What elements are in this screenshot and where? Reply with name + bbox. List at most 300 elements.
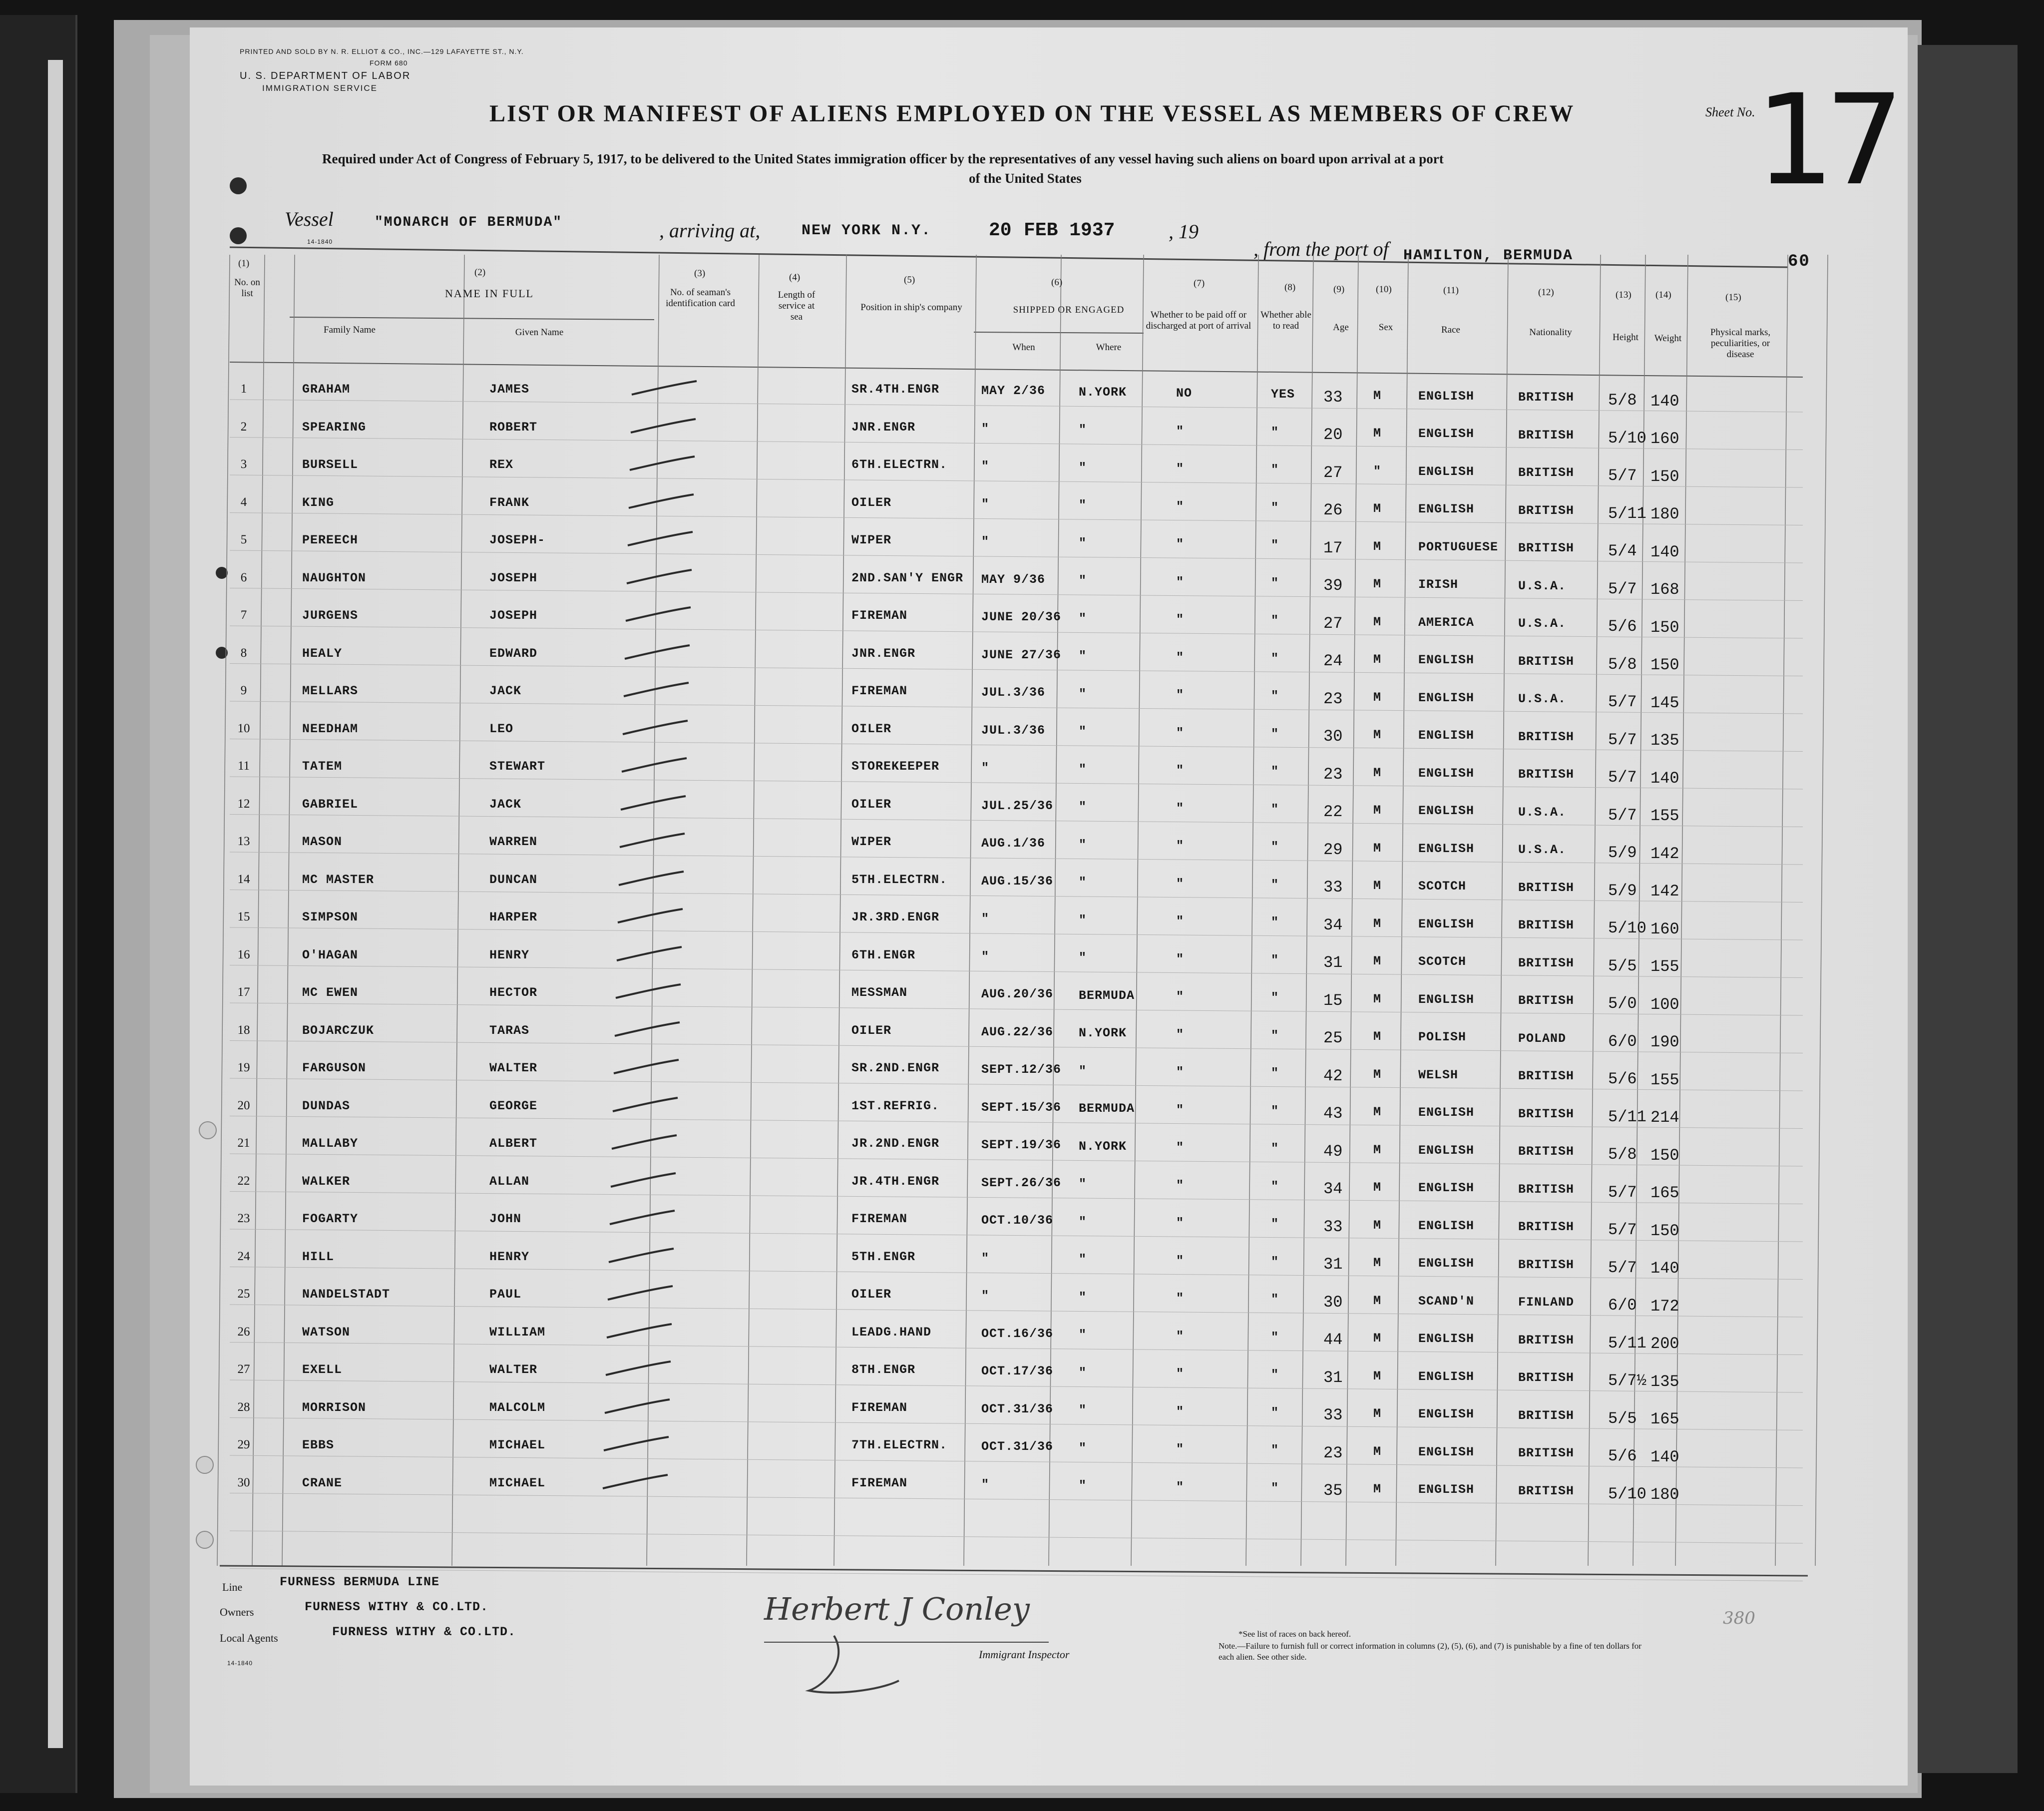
small-code: 14-1840 [307,238,333,245]
col7-header: Whether to be paid off or discharged at port of arrival [1146,310,1251,331]
given-name: WARREN [489,835,538,849]
height: 5/6 [1608,1447,1637,1466]
race: ENGLISH [1418,1369,1475,1384]
family-name: HILL [302,1249,335,1264]
weight: 135 [1650,1372,1679,1391]
crew-count: 60 [1788,252,1810,271]
given-name: JOSEPH- [489,533,546,547]
position: OILER [851,495,892,510]
height: 5/10 [1608,1484,1646,1503]
race: ENGLISH [1418,1407,1475,1422]
line-label: Line [222,1581,243,1593]
able-to-read: " [1271,1292,1279,1307]
col15-number: (15) [1725,292,1741,303]
family-name: NAUGHTON [302,570,367,585]
shipped-where: " [1079,686,1087,701]
paid-off: " [1176,424,1185,439]
sex: M [1373,1180,1382,1195]
shipped-where: " [1079,460,1087,475]
shipped-where: " [1079,1440,1087,1455]
id-card-check-mark [608,1172,678,1192]
sex: M [1373,1444,1382,1459]
shipped-where: BERMUDA [1079,988,1135,1003]
col14-number: (14) [1655,290,1671,300]
arrival-day: 20 [989,220,1012,241]
shipped-where: N.YORK [1079,1139,1127,1154]
paid-off: " [1176,537,1185,552]
able-to-read: " [1271,1443,1279,1458]
paid-off: " [1176,763,1185,778]
height: 5/6 [1608,617,1637,636]
vessel-name: "MONARCH OF BERMUDA" [375,215,563,230]
nationality: BRITISH [1518,993,1575,1008]
race: PORTUGUESE [1418,539,1499,554]
sheet-label: Sheet No. [1705,105,1755,119]
col8-header: Whether able to read [1260,310,1311,331]
col14-header: Weight [1654,333,1682,344]
id-card-check-mark [617,832,687,852]
able-to-read: " [1271,1066,1279,1081]
sex: M [1373,388,1382,403]
given-name: JOSEPH [489,570,538,585]
from-port: HAMILTON, BERMUDA [1403,247,1574,264]
right-dark-band [1918,45,2018,1773]
row-number: 26 [237,1325,250,1339]
weight: 140 [1650,392,1679,411]
row-number: 29 [237,1438,250,1451]
position: WIPER [851,533,892,548]
position: 8TH.ENGR [851,1362,916,1377]
id-card-check-mark [618,795,688,815]
given-name: HECTOR [489,985,538,1000]
position: JR.3RD.ENGR [851,910,940,925]
row-number: 7 [240,608,247,622]
able-to-read: " [1271,1103,1279,1118]
page-title: LIST OR MANIFEST OF ALIENS EMPLOYED ON THE VESSEL AS MEMBERS OF CREW [489,100,1575,127]
shipped-when: JUNE 20/36 [981,610,1062,625]
paid-off: " [1176,1216,1185,1231]
weight: 160 [1650,430,1679,448]
race: ENGLISH [1418,841,1475,856]
sex: M [1373,539,1382,554]
position: FIREMAN [851,608,908,623]
shipped-when: " [981,1251,990,1266]
line-value: FURNESS BERMUDA LINE [280,1575,440,1589]
position: JNR.ENGR [851,646,916,661]
position: 7TH.ELECTRN. [851,1438,948,1453]
age: 27 [1323,614,1343,633]
position: 5TH.ELECTRN. [851,872,948,887]
given-name: DUNCAN [489,872,538,887]
row-number: 6 [240,570,247,584]
paid-off: " [1176,951,1185,966]
weight: 155 [1650,1070,1679,1089]
family-name: WALKER [302,1174,351,1189]
race: ENGLISH [1418,804,1475,819]
manifest-page [190,27,1908,1786]
row-number: 11 [237,759,250,773]
family-name: MELLARS [302,684,359,698]
shipped-where: " [1079,1328,1087,1343]
height: 6/0 [1608,1032,1637,1051]
height: 5/7 [1608,693,1637,712]
position: 6TH.ENGR [851,947,916,962]
paid-off: " [1176,801,1185,816]
position: LEADG.HAND [851,1325,932,1340]
weight: 150 [1650,467,1679,486]
race: ENGLISH [1418,1181,1475,1196]
position: MESSMAN [851,985,908,1000]
given-name: PAUL [489,1287,522,1302]
family-name: BOJARCZUK [302,1023,375,1038]
inspector-signature: Herbert J Conley [764,1591,1030,1627]
family-name: MC EWEN [302,985,359,1000]
height: 6/0 [1608,1296,1637,1315]
shipped-where: " [1079,1403,1087,1418]
paid-off: " [1176,1102,1185,1117]
row-number: 10 [237,721,250,735]
id-card-check-mark [626,493,696,513]
age: 30 [1323,1293,1343,1312]
weight: 150 [1650,618,1679,637]
nationality: BRITISH [1518,1106,1575,1121]
col5-header: Position in ship's company [860,302,962,313]
nationality: BRITISH [1518,1257,1575,1272]
col1-number: (1) [238,258,250,269]
weight: 140 [1650,1447,1679,1466]
sex: M [1373,728,1382,743]
weight: 142 [1650,844,1679,863]
shipped-when: AUG.20/36 [981,987,1054,1002]
weight: 180 [1650,505,1679,523]
age: 22 [1323,803,1343,822]
shipped-where: N.YORK [1079,1026,1127,1041]
shipped-when: SEPT.26/36 [981,1175,1062,1190]
able-to-read: " [1271,1480,1279,1495]
able-to-read: " [1271,952,1279,967]
family-name: SIMPSON [302,910,359,924]
sex: M [1373,1218,1382,1233]
sex: M [1373,991,1382,1006]
shipped-when: " [981,949,990,964]
paid-off: " [1176,1329,1185,1344]
row-number: 17 [237,985,250,999]
race: ENGLISH [1418,1143,1475,1158]
sex: " [1373,463,1382,478]
department-name: U. S. DEPARTMENT OF LABOR [240,70,411,81]
id-card-check-mark [621,681,691,701]
weight: 172 [1650,1297,1679,1316]
family-name: PEREECH [302,533,359,547]
sex: M [1373,1029,1382,1044]
shipped-when: " [981,459,990,474]
nationality: BRITISH [1518,541,1575,556]
row-number: 23 [237,1212,250,1225]
paid-off: " [1176,574,1185,589]
id-card-check-mark [605,1285,675,1305]
col12-header: Nationality [1529,327,1572,338]
height: 5/10 [1608,429,1646,448]
position: 6TH.ELECTRN. [851,457,948,472]
sex: M [1373,1067,1382,1082]
row-number: 21 [237,1136,250,1150]
weight: 150 [1650,656,1679,674]
family-name: NEEDHAM [302,721,359,736]
race: ENGLISH [1418,1482,1475,1497]
paid-off: " [1176,1027,1185,1042]
height: 5/5 [1608,956,1637,975]
height: 5/0 [1608,994,1637,1013]
row-number: 18 [237,1023,250,1037]
race: SCOTCH [1418,879,1467,894]
row-number: 22 [237,1174,250,1188]
given-name: ALBERT [489,1136,538,1151]
shipped-where: " [1079,1365,1087,1380]
age: 44 [1323,1331,1343,1350]
agents-value: FURNESS WITHY & CO.LTD. [332,1625,516,1639]
from-port-label: , from the port of [1253,238,1389,260]
position: JR.4TH.ENGR [851,1174,940,1189]
family-name: O'HAGAN [302,947,359,962]
position: JNR.ENGR [851,420,916,435]
age: 33 [1323,388,1343,407]
age: 25 [1323,1029,1343,1048]
col12-number: (12) [1538,287,1554,298]
paid-off: " [1176,1140,1185,1155]
able-to-read: " [1271,1330,1279,1345]
able-to-read: " [1271,462,1279,477]
col7-number: (7) [1194,278,1205,289]
family-name: GRAHAM [302,382,351,397]
form-code: 14-1840 [227,1660,253,1667]
weight: 168 [1650,580,1679,599]
id-card-check-mark [610,1096,680,1116]
able-to-read: " [1271,1405,1279,1420]
shipped-when: SEPT.15/36 [981,1100,1062,1115]
age: 34 [1323,915,1343,934]
position: SR.2ND.ENGR [851,1061,940,1076]
sex: M [1373,879,1382,894]
height: 5/5 [1608,1409,1637,1428]
row-number: 24 [237,1249,250,1263]
shipped-when: OCT.31/36 [981,1401,1054,1416]
age: 24 [1323,652,1343,671]
height: 5/8 [1608,391,1637,410]
sex: M [1373,1256,1382,1271]
family-name: TATEM [302,759,343,774]
sex: M [1373,426,1382,441]
shipped-where: " [1079,611,1087,626]
shipped-where: " [1079,950,1087,965]
given-name: HENRY [489,1249,530,1264]
weight: 165 [1650,1410,1679,1428]
nationality: BRITISH [1518,1220,1575,1235]
nationality: BRITISH [1518,1408,1575,1423]
nationality: BRITISH [1518,729,1575,744]
race: ENGLISH [1418,1444,1475,1459]
sex: M [1373,614,1382,629]
row-number: 8 [240,646,247,660]
weight: 214 [1650,1108,1679,1127]
age: 29 [1323,840,1343,859]
id-card-check-mark [629,380,699,400]
age: 26 [1323,501,1343,520]
adjacent-page-left [0,15,77,1793]
row-number: 2 [240,420,247,434]
given-name: LEO [489,721,514,736]
sex: M [1373,501,1382,516]
shipped-where: " [1079,1063,1087,1078]
nationality: U.S.A. [1518,843,1567,858]
sheet-number: 17 [1755,67,1895,213]
given-name: JAMES [489,382,530,397]
id-card-check-mark [614,945,684,965]
race: POLISH [1418,1030,1467,1045]
nationality: BRITISH [1518,503,1575,518]
id-card-check-mark [607,1209,677,1229]
able-to-read: " [1271,425,1279,440]
id-card-check-mark [625,530,695,550]
age: 39 [1323,576,1343,595]
nationality: BRITISH [1518,1144,1575,1159]
shipped-where: " [1079,912,1087,927]
height: 5/11 [1608,1334,1646,1353]
paid-off: " [1176,1479,1185,1494]
sex: M [1373,916,1382,931]
position: WIPER [851,835,892,850]
id-card-check-mark [620,719,690,739]
shipped-where: " [1079,1177,1087,1192]
weight: 140 [1650,1259,1679,1278]
weight: 140 [1650,769,1679,788]
nationality: BRITISH [1518,654,1575,669]
nationality: BRITISH [1518,1370,1575,1385]
id-card-check-mark [623,606,693,626]
col13-header: Height [1613,332,1638,343]
col11-header: Race [1441,325,1460,335]
race: ENGLISH [1418,653,1475,668]
sex: M [1373,841,1382,856]
col8-number: (8) [1284,282,1296,293]
paid-off: " [1176,1178,1185,1193]
shipped-when: AUG.1/36 [981,836,1046,851]
shipped-where: " [1079,1478,1087,1493]
age: 27 [1323,463,1343,482]
shipped-when: JUL.3/36 [981,723,1046,738]
position: FIREMAN [851,1475,908,1490]
height: 5/10 [1608,919,1646,938]
shipped-where: " [1079,875,1087,890]
position: SR.4TH.ENGR [851,382,940,397]
id-card-check-mark [622,644,692,664]
given-name: JOHN [489,1212,522,1226]
age: 31 [1323,1368,1343,1387]
age: 15 [1323,991,1343,1010]
penalty-note: Note.—Failure to furnish full or correct information in columns (2), (5), (6), and (7) is punishable by a fine of ten dollars for each alien. See other side. [1219,1641,1641,1662]
nationality: BRITISH [1518,1069,1575,1084]
row-number: 16 [237,947,250,961]
nationality: BRITISH [1518,880,1575,895]
age: 33 [1323,878,1343,897]
nationality: BRITISH [1518,1446,1575,1461]
shipped-where: " [1079,535,1087,550]
nationality: U.S.A. [1518,578,1567,593]
height: 5/11 [1608,1107,1646,1126]
nationality: BRITISH [1518,1182,1575,1197]
row-number: 1 [240,382,247,396]
able-to-read: " [1271,538,1279,553]
row-number: 19 [237,1061,250,1074]
given-name: JOSEPH [489,608,538,623]
paid-off: " [1176,461,1185,476]
nationality: BRITISH [1518,390,1575,405]
height: 5/9 [1608,844,1637,863]
paid-off: " [1176,1442,1185,1457]
shipped-where: N.YORK [1079,385,1127,400]
race: ENGLISH [1418,1105,1475,1120]
weight: 165 [1650,1184,1679,1202]
given-name: HARPER [489,910,538,924]
height: 5/7 [1608,1258,1637,1277]
given-name: MICHAEL [489,1438,546,1452]
able-to-read: " [1271,613,1279,628]
position: FIREMAN [851,1400,908,1415]
position: OILER [851,721,892,736]
race: IRISH [1418,577,1459,592]
height: 5/7 [1608,730,1637,749]
adjacent-page-edge [48,60,63,1748]
shipped-when: " [981,534,990,549]
given-name: JACK [489,684,522,698]
race: ENGLISH [1418,1256,1475,1271]
races-note: *See list of races on back hereof. [1238,1629,1351,1639]
able-to-read: " [1271,1254,1279,1269]
sex: M [1373,1293,1382,1308]
given-name: TARAS [489,1023,530,1038]
family-name: MASON [302,835,343,849]
height: 5/8 [1608,655,1637,674]
owners-label: Owners [220,1606,254,1618]
given-name: HENRY [489,947,530,962]
position: OILER [851,1023,892,1038]
id-card-check-mark [616,870,686,890]
id-card-check-mark [615,907,685,927]
col9-number: (9) [1333,284,1345,295]
given-name: WALTER [489,1061,538,1075]
sex: M [1373,652,1382,667]
col1-header: No. on list [234,277,260,299]
id-card-check-mark [600,1473,670,1493]
race: ENGLISH [1418,427,1475,442]
sex: M [1373,1368,1382,1383]
col3-header: No. of seaman's identification card [666,287,735,309]
given-name: ALLAN [489,1174,530,1189]
able-to-read: " [1271,1028,1279,1043]
shipped-when: SEPT.19/36 [981,1138,1062,1153]
owners-value: FURNESS WITHY & CO.LTD. [305,1600,489,1614]
shipped-when: " [981,1289,990,1304]
row-number: 20 [237,1098,250,1112]
weight: 155 [1650,807,1679,825]
race: ENGLISH [1418,1332,1475,1347]
paid-off: " [1176,839,1185,854]
paid-off: " [1176,1253,1185,1268]
family-name: FARGUSON [302,1061,367,1075]
given-name: STEWART [489,759,546,774]
able-to-read: " [1271,500,1279,515]
paid-off: " [1176,725,1185,740]
age: 23 [1323,689,1343,708]
